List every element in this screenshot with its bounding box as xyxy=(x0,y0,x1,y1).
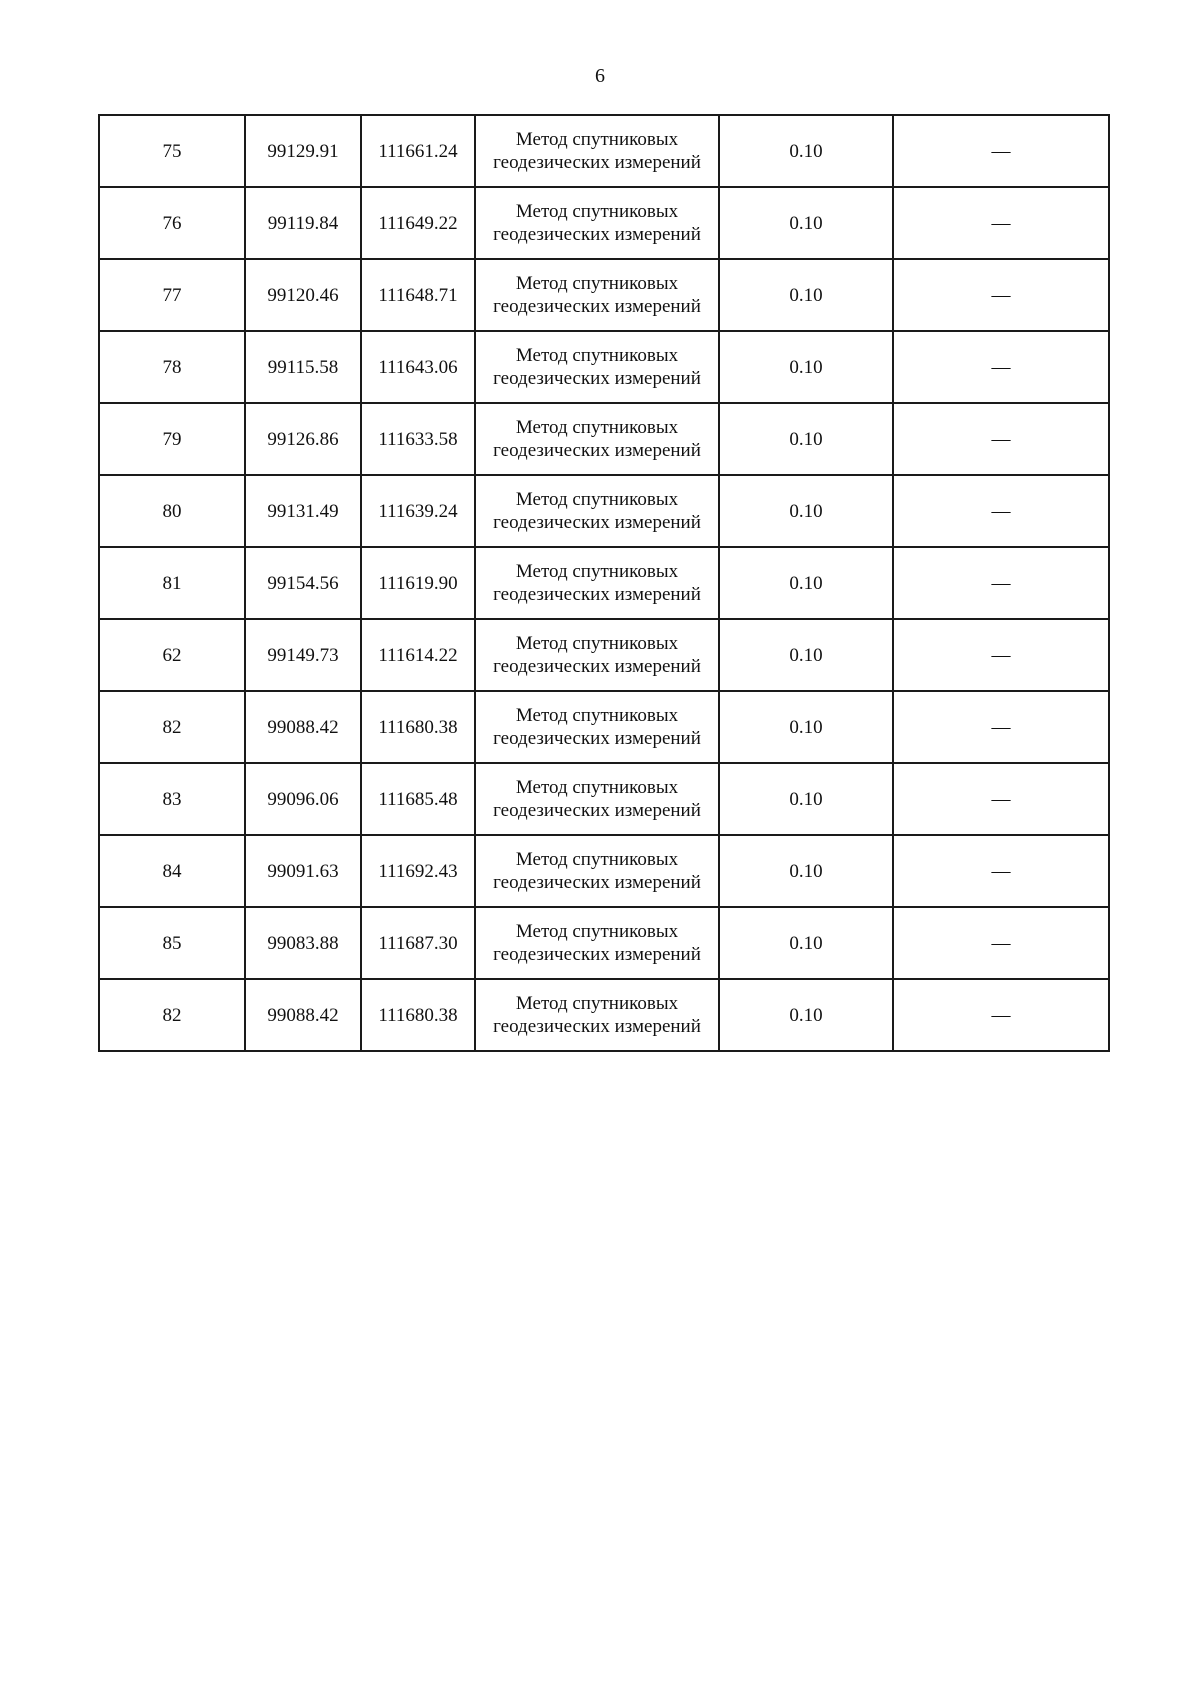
method-line-2: геодезических измерений xyxy=(493,944,701,965)
note-cell: — xyxy=(893,331,1109,403)
method-line-2: геодезических измерений xyxy=(493,872,701,893)
point-number-cell: 62 xyxy=(99,619,245,691)
method-cell xyxy=(475,259,719,331)
method-line-2: геодезических измерений xyxy=(493,800,701,821)
method-cell xyxy=(475,115,719,187)
accuracy-cell: 0.10 xyxy=(719,979,893,1051)
point-number-cell: 82 xyxy=(99,979,245,1051)
method-line-2: геодезических измерений xyxy=(493,728,701,749)
accuracy-cell: 0.10 xyxy=(719,187,893,259)
note-cell: — xyxy=(893,619,1109,691)
x-coordinate-cell: 99126.86 xyxy=(245,403,361,475)
x-coordinate-cell: 99083.88 xyxy=(245,907,361,979)
table-row xyxy=(99,763,1109,835)
x-coordinate-cell: 99149.73 xyxy=(245,619,361,691)
point-number-cell: 84 xyxy=(99,835,245,907)
method-line-1: Метод спутниковых xyxy=(515,201,679,222)
method-line-1: Метод спутниковых xyxy=(515,777,679,798)
y-coordinate-cell: 111648.71 xyxy=(361,259,475,331)
method-line-2: геодезических измерений xyxy=(493,656,701,677)
y-coordinate-cell: 111687.30 xyxy=(361,907,475,979)
method-line-1: Метод спутниковых xyxy=(515,561,679,582)
y-coordinate-cell: 111685.48 xyxy=(361,763,475,835)
accuracy-cell: 0.10 xyxy=(719,907,893,979)
method-line-1: Метод спутниковых xyxy=(515,849,679,870)
table-row xyxy=(99,115,1109,187)
method-line-1: Метод спутниковых xyxy=(515,921,679,942)
point-number-cell: 76 xyxy=(99,187,245,259)
accuracy-cell: 0.10 xyxy=(719,547,893,619)
point-number-cell: 83 xyxy=(99,763,245,835)
method-line-2: геодезических измерений xyxy=(493,440,701,461)
y-coordinate-cell: 111649.22 xyxy=(361,187,475,259)
accuracy-cell: 0.10 xyxy=(719,115,893,187)
x-coordinate-cell: 99115.58 xyxy=(245,331,361,403)
note-cell: — xyxy=(893,475,1109,547)
point-number-cell: 79 xyxy=(99,403,245,475)
x-coordinate-cell: 99131.49 xyxy=(245,475,361,547)
x-coordinate-cell: 99119.84 xyxy=(245,187,361,259)
method-cell xyxy=(475,763,719,835)
accuracy-cell: 0.10 xyxy=(719,403,893,475)
method-cell xyxy=(475,547,719,619)
point-number-cell: 82 xyxy=(99,691,245,763)
x-coordinate-cell: 99129.91 xyxy=(245,115,361,187)
table-row xyxy=(99,187,1109,259)
method-cell xyxy=(475,475,719,547)
method-cell xyxy=(475,187,719,259)
table-row xyxy=(99,619,1109,691)
table-row xyxy=(99,907,1109,979)
method-line-2: геодезических измерений xyxy=(493,224,701,245)
method-cell xyxy=(475,979,719,1051)
method-line-1: Метод спутниковых xyxy=(515,633,679,654)
x-coordinate-cell: 99088.42 xyxy=(245,691,361,763)
method-line-1: Метод спутниковых xyxy=(515,345,679,366)
table-row xyxy=(99,475,1109,547)
method-cell xyxy=(475,691,719,763)
y-coordinate-cell: 111692.43 xyxy=(361,835,475,907)
method-line-2: геодезических измерений xyxy=(493,368,701,389)
x-coordinate-cell: 99096.06 xyxy=(245,763,361,835)
method-line-1: Метод спутниковых xyxy=(515,273,679,294)
accuracy-cell: 0.10 xyxy=(719,835,893,907)
accuracy-cell: 0.10 xyxy=(719,619,893,691)
method-cell xyxy=(475,619,719,691)
note-cell: — xyxy=(893,763,1109,835)
point-number-cell: 75 xyxy=(99,115,245,187)
y-coordinate-cell: 111643.06 xyxy=(361,331,475,403)
y-coordinate-cell: 111680.38 xyxy=(361,691,475,763)
point-number-cell: 85 xyxy=(99,907,245,979)
accuracy-cell: 0.10 xyxy=(719,331,893,403)
table-row xyxy=(99,403,1109,475)
method-line-2: геодезических измерений xyxy=(493,512,701,533)
note-cell: — xyxy=(893,403,1109,475)
point-number-cell: 81 xyxy=(99,547,245,619)
table-row xyxy=(99,331,1109,403)
coordinates-table-body xyxy=(99,115,1109,1051)
method-line-1: Метод спутниковых xyxy=(515,705,679,726)
accuracy-cell: 0.10 xyxy=(719,475,893,547)
method-cell xyxy=(475,835,719,907)
y-coordinate-cell: 111614.22 xyxy=(361,619,475,691)
x-coordinate-cell: 99154.56 xyxy=(245,547,361,619)
coordinates-table xyxy=(98,114,1110,1052)
method-cell xyxy=(475,403,719,475)
point-number-cell: 80 xyxy=(99,475,245,547)
x-coordinate-cell: 99091.63 xyxy=(245,835,361,907)
note-cell: — xyxy=(893,259,1109,331)
method-line-2: геодезических измерений xyxy=(493,296,701,317)
accuracy-cell: 0.10 xyxy=(719,691,893,763)
method-line-2: геодезических измерений xyxy=(493,1016,701,1037)
note-cell: — xyxy=(893,835,1109,907)
accuracy-cell: 0.10 xyxy=(719,763,893,835)
method-line-2: геодезических измерений xyxy=(493,152,701,173)
x-coordinate-cell: 99088.42 xyxy=(245,979,361,1051)
method-cell xyxy=(475,331,719,403)
y-coordinate-cell: 111619.90 xyxy=(361,547,475,619)
accuracy-cell: 0.10 xyxy=(719,259,893,331)
page-number: 6 xyxy=(595,65,605,87)
table-row xyxy=(99,259,1109,331)
table-row xyxy=(99,835,1109,907)
method-line-1: Метод спутниковых xyxy=(515,993,679,1014)
note-cell: — xyxy=(893,547,1109,619)
y-coordinate-cell: 111680.38 xyxy=(361,979,475,1051)
note-cell: — xyxy=(893,187,1109,259)
y-coordinate-cell: 111633.58 xyxy=(361,403,475,475)
x-coordinate-cell: 99120.46 xyxy=(245,259,361,331)
y-coordinate-cell: 111639.24 xyxy=(361,475,475,547)
point-number-cell: 78 xyxy=(99,331,245,403)
note-cell: — xyxy=(893,907,1109,979)
table-row xyxy=(99,979,1109,1051)
method-line-1: Метод спутниковых xyxy=(515,489,679,510)
note-cell: — xyxy=(893,115,1109,187)
method-line-1: Метод спутниковых xyxy=(515,129,679,150)
note-cell: — xyxy=(893,979,1109,1051)
point-number-cell: 77 xyxy=(99,259,245,331)
method-line-2: геодезических измерений xyxy=(493,584,701,605)
method-line-1: Метод спутниковых xyxy=(515,417,679,438)
table-row xyxy=(99,691,1109,763)
method-cell xyxy=(475,907,719,979)
table-row xyxy=(99,547,1109,619)
y-coordinate-cell: 111661.24 xyxy=(361,115,475,187)
note-cell: — xyxy=(893,691,1109,763)
